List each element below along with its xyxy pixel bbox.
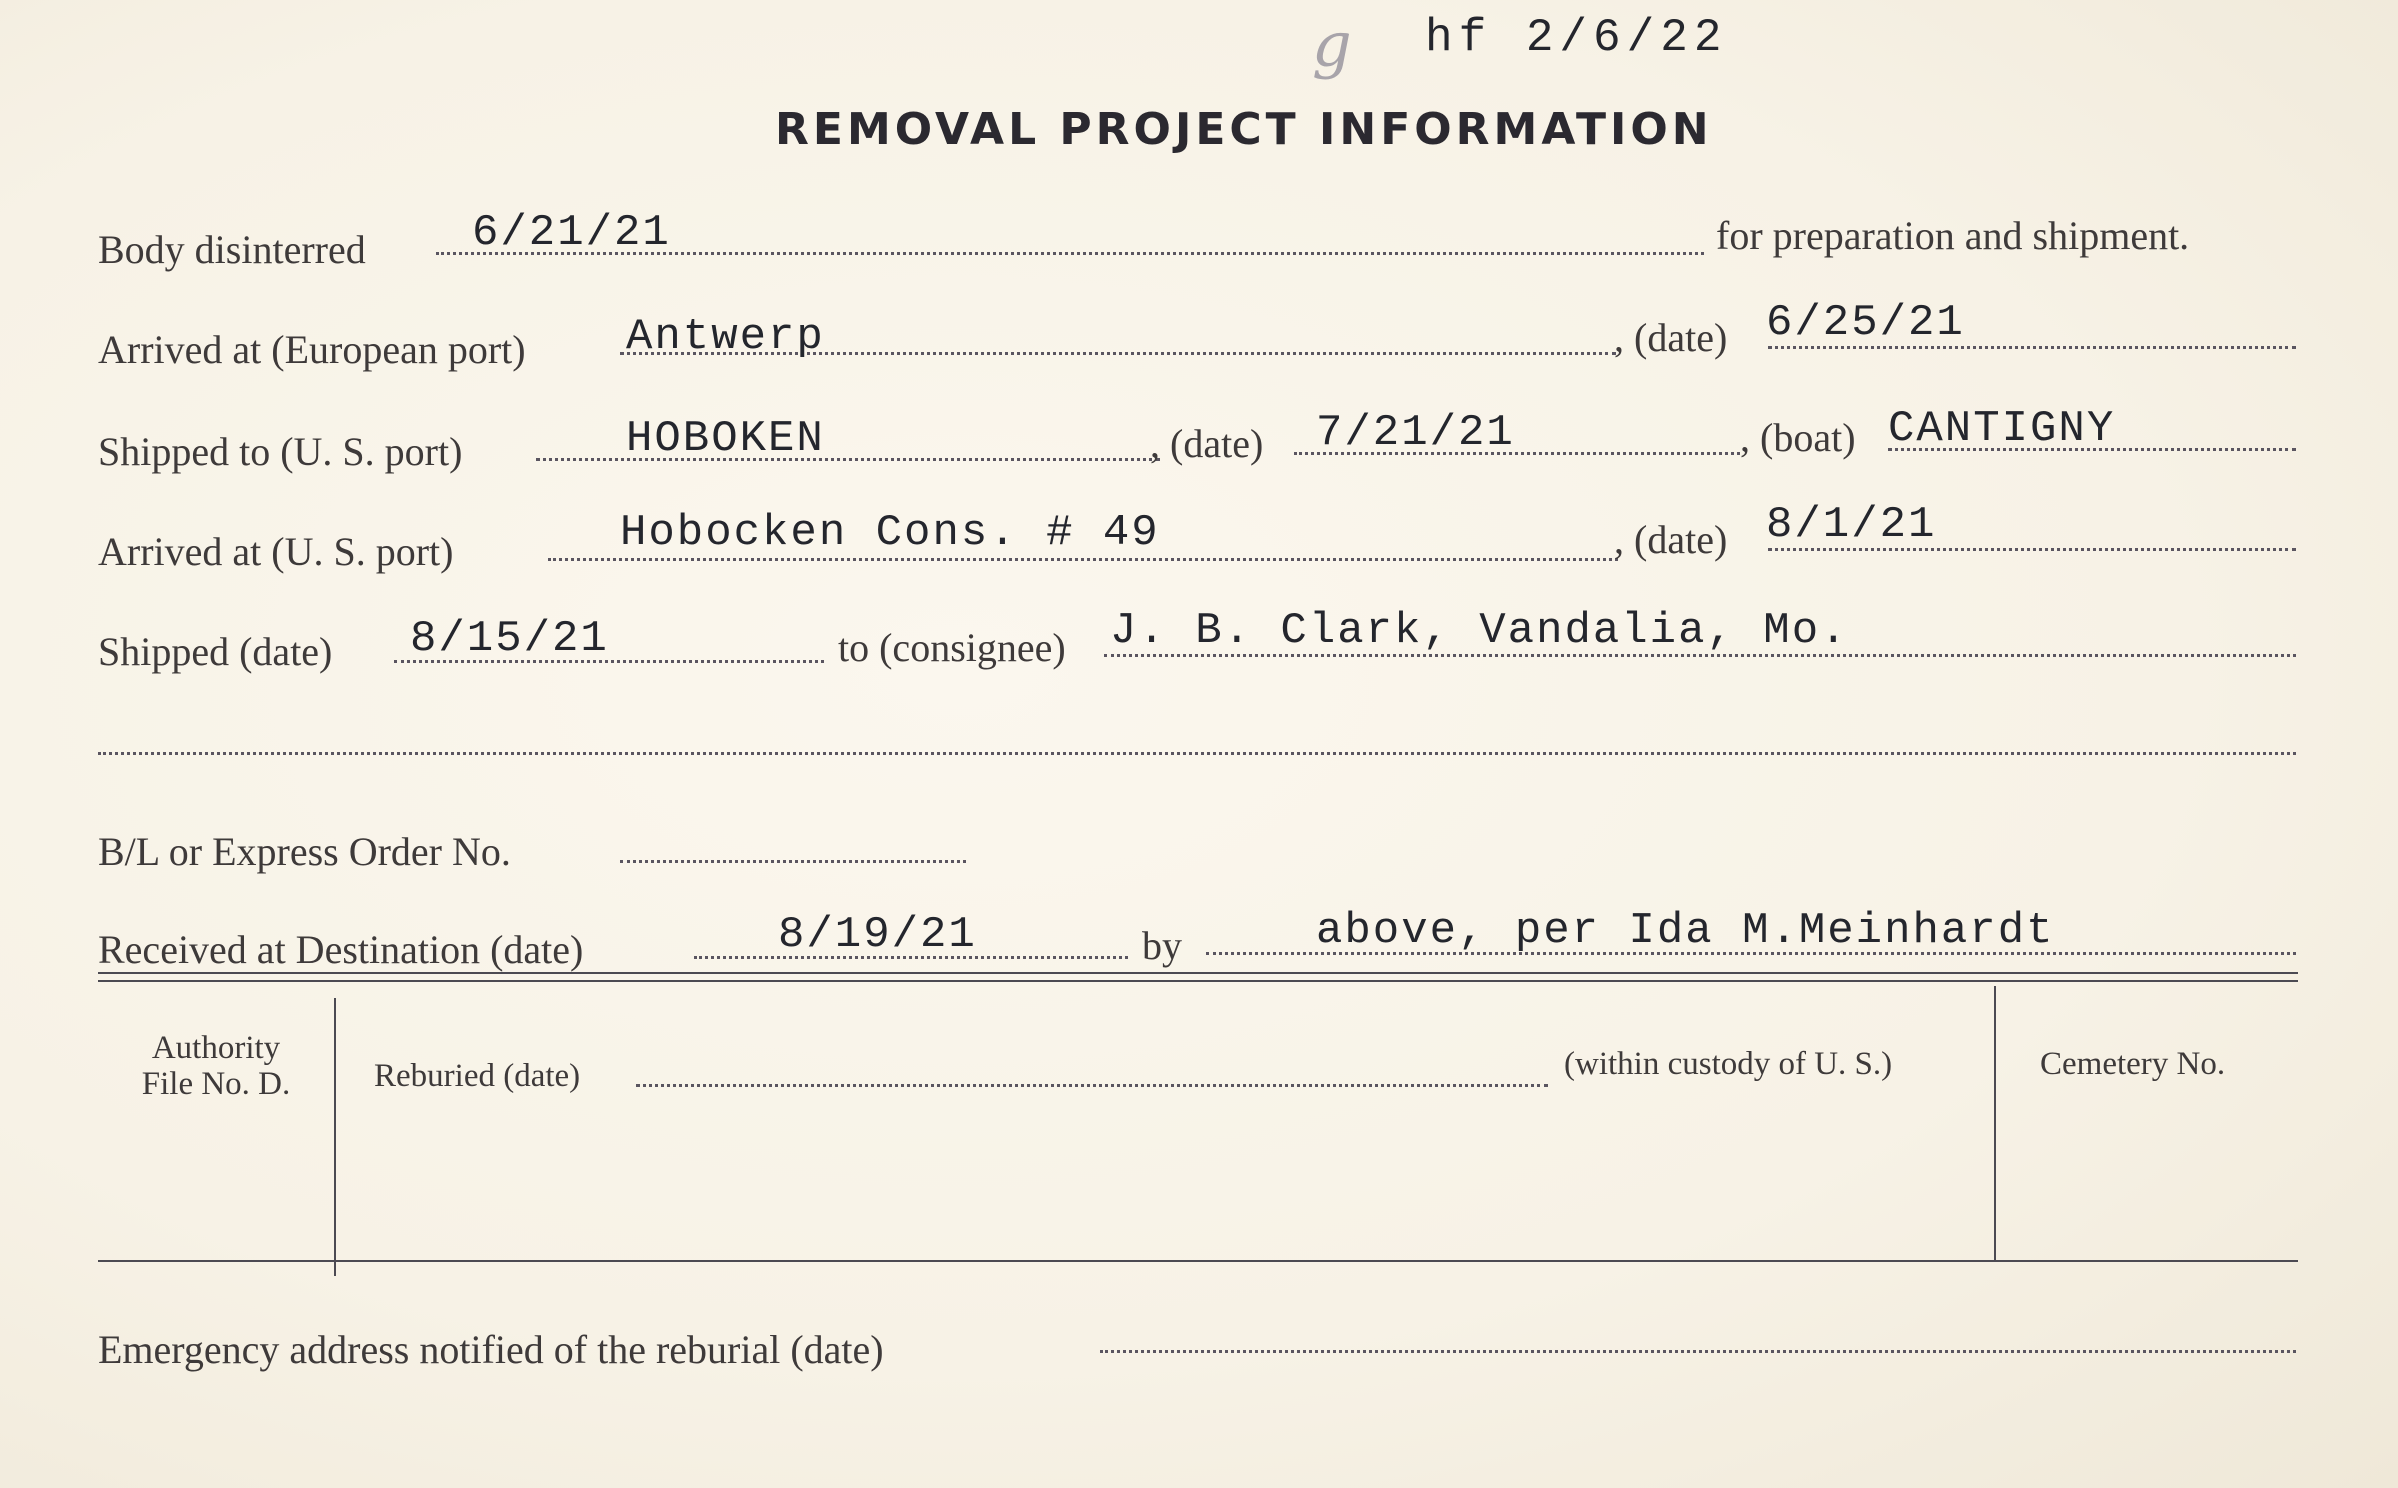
arrived-european-date-value: 6/25/21 (1766, 298, 1965, 348)
shipped-us-date-label: , (date) (1150, 421, 1264, 466)
body-disinterred-label: Body disinterred (98, 227, 366, 272)
cemetery-no-label: Cemetery No. (2040, 1046, 2226, 1082)
arrived-us-date-label: , (date) (1614, 517, 1728, 562)
table-top-rule (98, 972, 2298, 974)
emergency-address-line (1100, 1350, 2296, 1353)
reburied-line (636, 1084, 1548, 1087)
reburied-label: Reburied (date) (374, 1058, 581, 1094)
shipped-us-date-value: 7/21/21 (1316, 408, 1515, 458)
custody-label: (within custody of U. S.) (1564, 1046, 1893, 1082)
arrived-european-port-value: Antwerp (626, 312, 825, 362)
boat-value: CANTIGNY (1888, 404, 2116, 454)
arrived-european-port-label: Arrived at (European port) (98, 327, 526, 372)
table-top-rule-inner (98, 980, 2298, 982)
arrived-us-port-line (548, 558, 1618, 561)
authority-label-line2: File No. D. (141, 1066, 291, 1102)
by-label: by (1142, 923, 1182, 968)
received-destination-value: 8/19/21 (778, 910, 977, 960)
table-divider-left (334, 998, 336, 1276)
boat-label: , (boat) (1740, 415, 1856, 460)
consignee-value: J. B. Clark, Vandalia, Mo. (1110, 606, 1849, 656)
bl-express-order-label: B/L or Express Order No. (98, 829, 511, 874)
by-value: above, per Ida M.Meinhardt (1316, 906, 2055, 956)
table-divider-right (1994, 986, 1996, 1260)
bl-express-order-line (620, 860, 966, 863)
authority-label-line1: Authority (151, 1030, 281, 1066)
arrived-us-port-value: Hobocken Cons. # 49 (620, 508, 1160, 558)
handwritten-mark: g (1312, 8, 1352, 81)
shipped-date-label: Shipped (date) (98, 629, 333, 674)
table-bottom-rule (98, 1260, 2298, 1262)
shipped-date-value: 8/15/21 (410, 614, 609, 664)
filing-note: hf 2/6/22 (1425, 12, 1728, 64)
shipped-us-port-label: Shipped to (U. S. port) (98, 429, 463, 474)
arrived-us-port-label: Arrived at (U. S. port) (98, 529, 454, 574)
body-disinterred-suffix: for preparation and shipment. (1716, 213, 2190, 258)
card-title: REMOVAL PROJECT INFORMATION (775, 104, 1713, 155)
arrived-european-date-label: , (date) (1614, 315, 1728, 360)
shipped-us-port-value: HOBOKEN (626, 414, 825, 464)
consignee-label: to (consignee) (838, 625, 1066, 670)
continuation-line (98, 752, 2296, 755)
emergency-address-label: Emergency address notified of the reburial (date) (98, 1327, 884, 1372)
body-disinterred-value: 6/21/21 (472, 208, 671, 258)
arrived-us-date-value: 8/1/21 (1766, 500, 1937, 550)
received-destination-label: Received at Destination (date) (98, 927, 584, 972)
